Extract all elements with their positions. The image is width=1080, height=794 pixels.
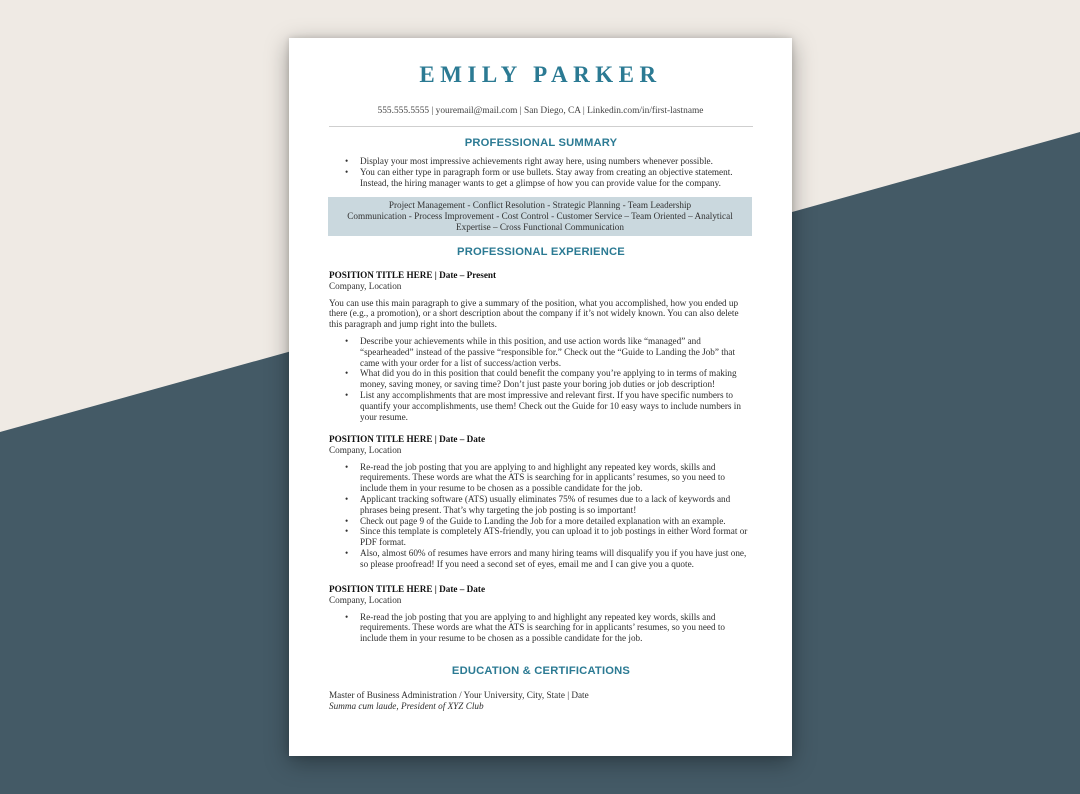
contact-line: 555.555.5555 | youremail@mail.com | San Diego, CA | Linkedin.com/in/first-lastname xyxy=(377,106,704,116)
experience-heading: PROFESSIONAL EXPERIENCE xyxy=(457,246,625,258)
job-company: Company, Location xyxy=(329,594,402,605)
job-bullet: • What did you do in this position that could benefit the company you’re applying to in terms of making money, saving money, or saving time? Don’t just paste your boring job duties or job description! xyxy=(329,368,753,390)
honors-line: Summa cum laude, President of XYZ Club xyxy=(329,700,484,711)
header-divider xyxy=(329,126,753,127)
resume-name: EMILY PARKER xyxy=(419,62,662,87)
job-company: Company, Location xyxy=(329,444,402,455)
job-bullet: • Applicant tracking software (ATS) usually eliminates 75% of resumes due to a lack of keywords and phrases being present. That’s why targeting the job posting is so important! xyxy=(329,494,753,516)
job-title: POSITION TITLE HERE | Date – Date xyxy=(329,434,486,444)
job-bullet: • Describe your achievements while in this position, and use action words like “managed” and “spearheaded” instead of the passive “responsible for.” Check out the “Guide to Landing the Job” that came with your order for a list of success/action verbs. xyxy=(329,336,753,368)
summary-list xyxy=(329,156,753,188)
degree-line: Master of Business Administration / Your University, City, State | Date xyxy=(329,690,589,700)
skills-line: Expertise – Cross Functional Communication xyxy=(456,221,624,232)
job-bullet: • Since this template is completely ATS-friendly, you can upload it to job postings in either Word format or PDF format. xyxy=(329,526,753,548)
job-bullet: • Also, almost 60% of resumes have errors and many hiring teams will disqualify you if you have just one, so please proofread! If you need a second set of eyes, email me and I can give you a quote. xyxy=(329,548,753,570)
job-entry-2 xyxy=(329,434,753,570)
job-bullets xyxy=(329,612,753,644)
summary-bullet: • Display your most impressive achievements right away here, using numbers whenever possible. xyxy=(329,156,753,167)
job-title: POSITION TITLE HERE | Date – Present xyxy=(329,270,497,280)
resume-page xyxy=(289,38,792,756)
job-entry-3 xyxy=(329,584,753,644)
summary-bullet: • You can either type in paragraph form or use bullets. Stay away from creating an objective statement. Instead, the hiring manager wants to get a glimpse of how you can provide value for the company. xyxy=(329,167,753,189)
summary-heading: PROFESSIONAL SUMMARY xyxy=(464,137,618,149)
skills-band xyxy=(328,197,752,236)
skills-line: Project Management - Conflict Resolution - Strategic Planning - Team Leadership xyxy=(388,200,692,210)
job-bullet: • Re-read the job posting that you are applying to and highlight any repeated key words, skills and requirements. These words are what the ATS is searching for in applicants’ resumes, so you need to include them in your resume to be chosen as a possible candidate for the job. xyxy=(329,612,753,644)
job-bullets xyxy=(329,462,753,570)
job-summary-paragraph: You can use this main paragraph to give a summary of the position, what you accomplished, how you ended up there (e.g., a promotion), or a short description about the company if it’s not widely known. You can also delete this paragraph and jump right into the bullets. xyxy=(329,297,739,330)
skills-line: Communication - Process Improvement - Cost Control - Customer Service – Team Oriented – Analytical xyxy=(347,210,733,221)
job-bullet: • Check out page 9 of the Guide to Landing the Job for a more detailed explanation with an example. xyxy=(329,516,753,527)
job-bullet: • List any accomplishments that are most impressive and relevant first. If you have specific numbers to quantify your accomplishments, use them! Check out the Guide for 10 easy ways to include numbers in your resume. xyxy=(329,390,753,422)
job-entry-1 xyxy=(329,270,753,422)
education-entry xyxy=(329,690,753,712)
job-title: POSITION TITLE HERE | Date – Date xyxy=(329,584,486,594)
job-company: Company, Location xyxy=(329,280,402,291)
education-heading: EDUCATION & CERTIFICATIONS xyxy=(451,665,631,677)
job-bullets xyxy=(329,336,753,422)
job-bullet: • Re-read the job posting that you are applying to and highlight any repeated key words, skills and requirements. These words are what the ATS is searching for in applicants’ resumes, so you need to include them in your resume to be chosen as a possible candidate for the job. xyxy=(329,462,753,494)
